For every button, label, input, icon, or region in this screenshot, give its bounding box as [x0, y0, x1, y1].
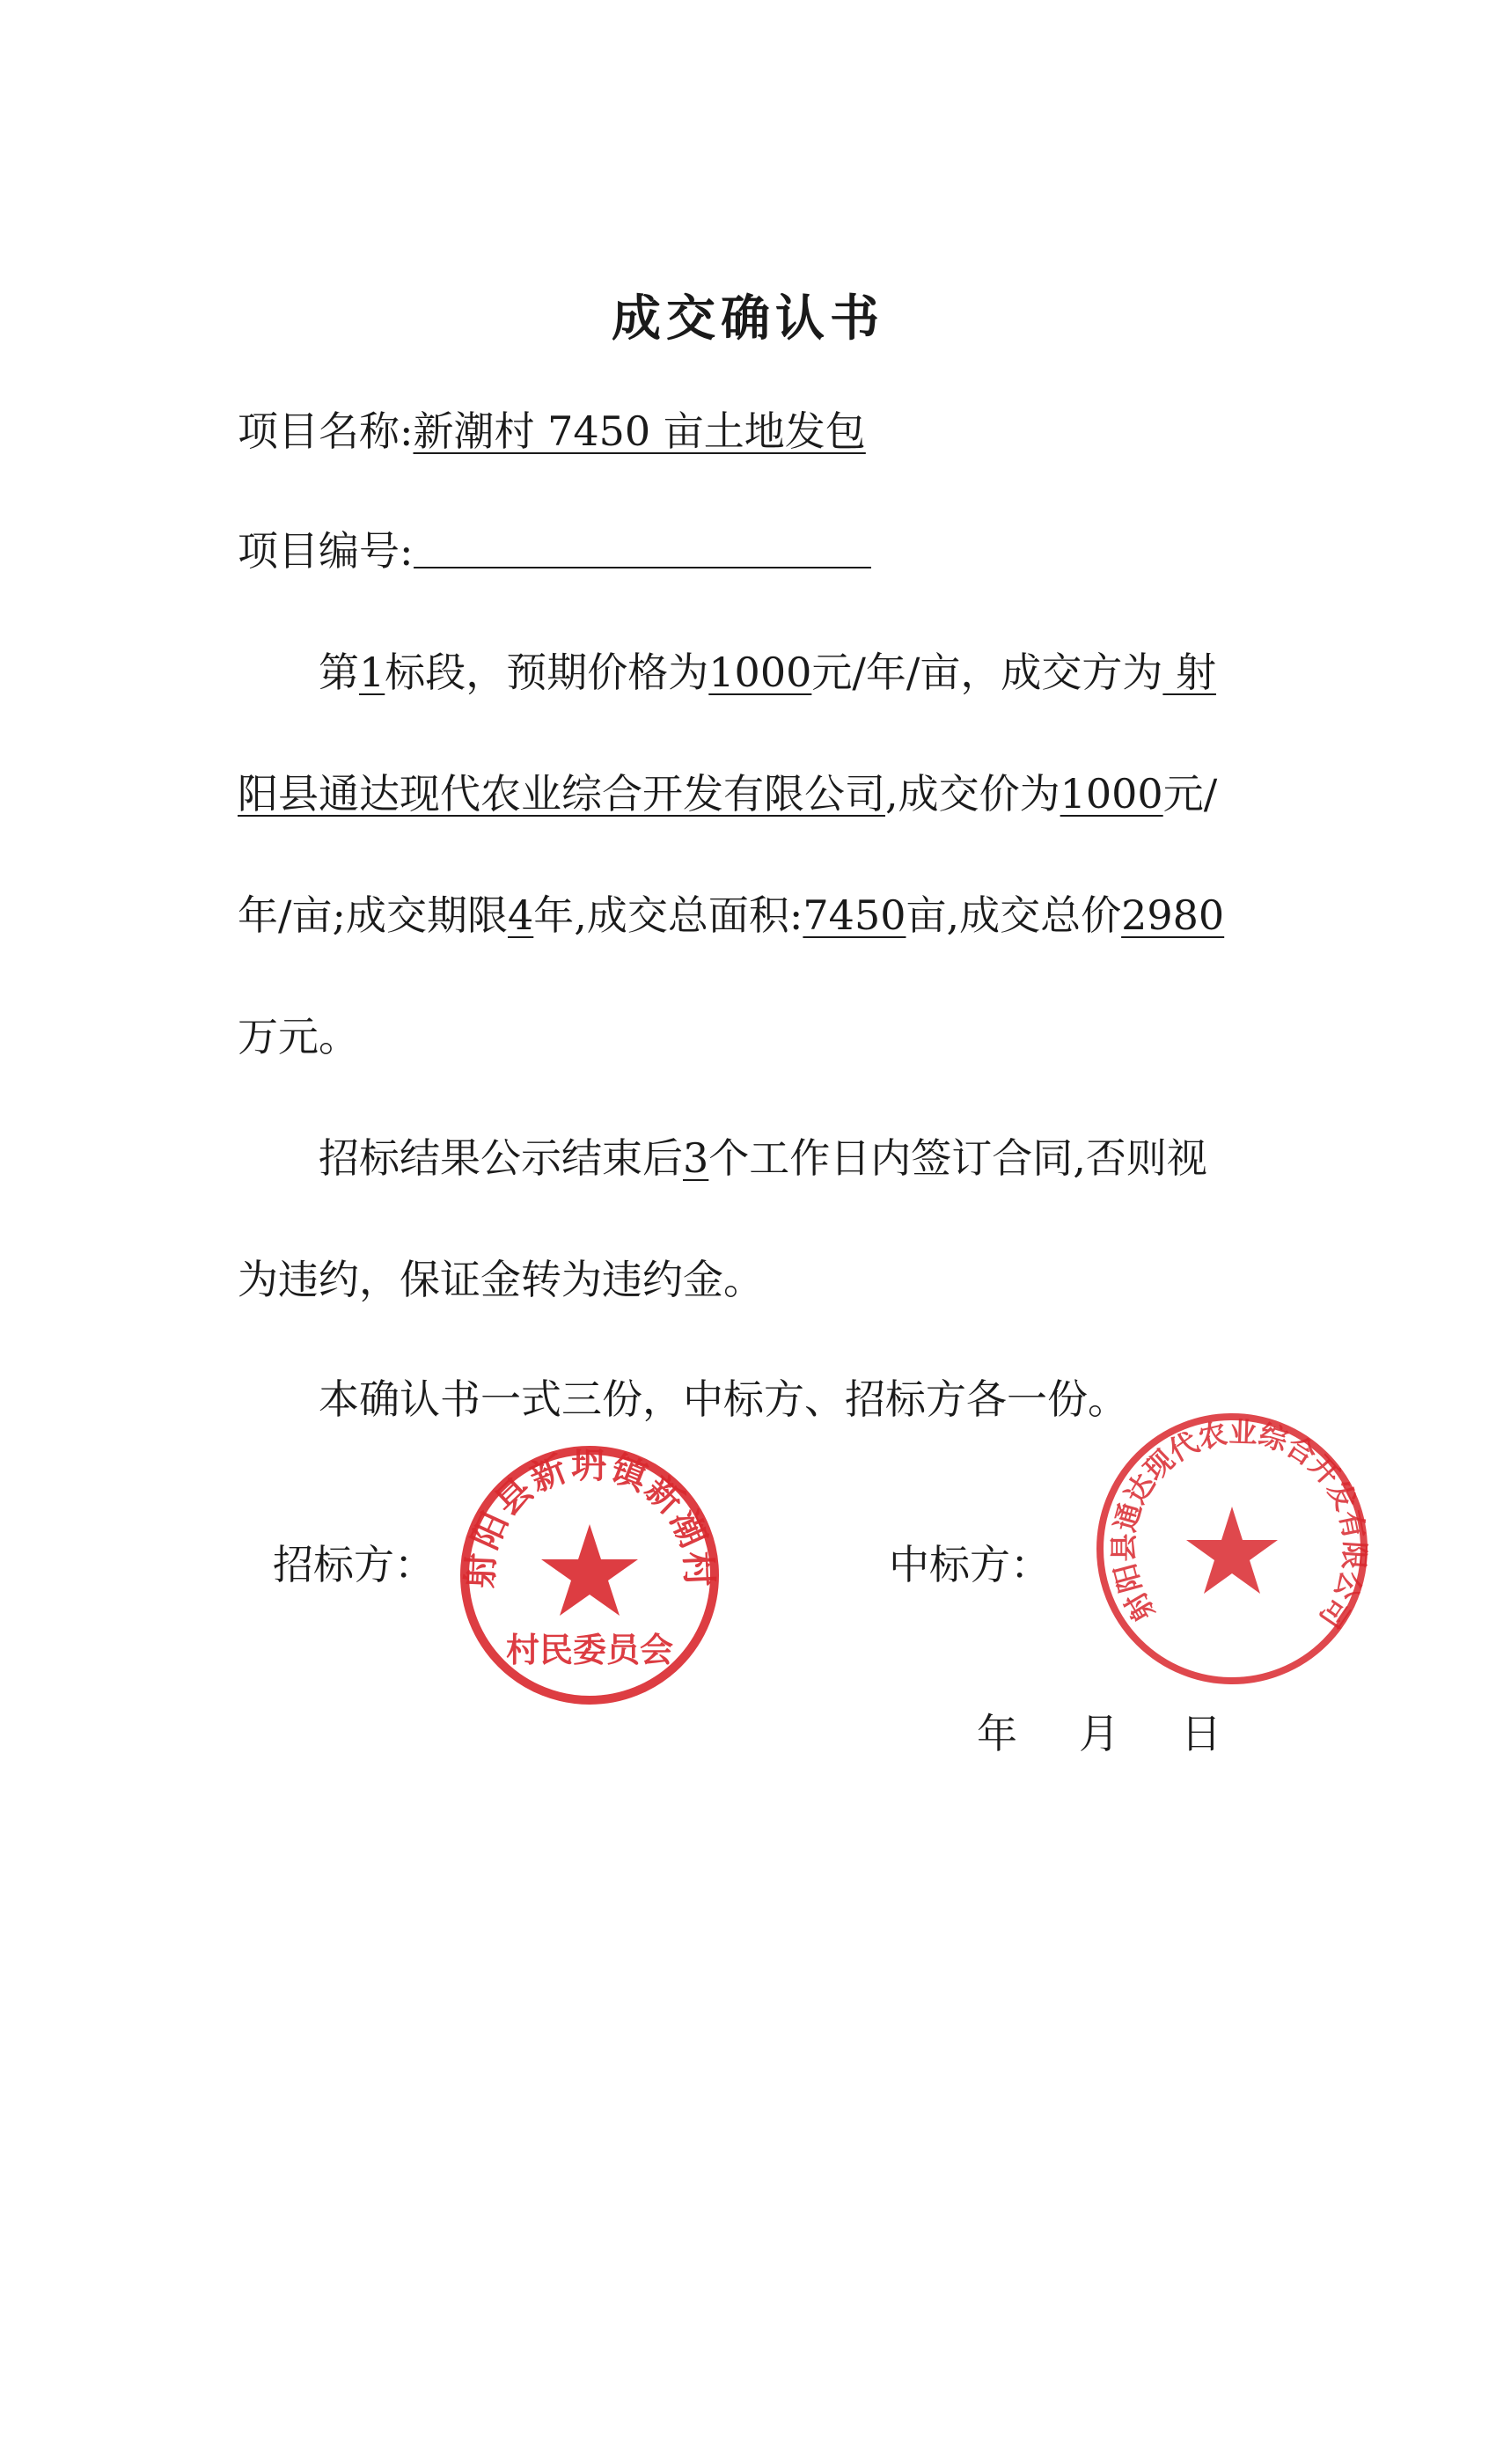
deal-price: 1000	[1060, 770, 1163, 818]
text-span: 年/亩;成交期限	[238, 891, 508, 939]
text-span: 亩,成交总价	[906, 891, 1122, 939]
text-span: 个工作日内签订合同,否则视	[708, 1134, 1207, 1182]
para1-line2	[238, 767, 1329, 820]
para2-line1	[319, 1132, 1410, 1184]
date-line	[977, 1707, 1221, 1760]
project-no-blank	[414, 528, 871, 568]
term-years: 4	[508, 891, 534, 939]
tenderer-seal	[458, 1443, 722, 1707]
winner-part1: 射	[1162, 649, 1216, 696]
star-icon	[541, 1524, 638, 1616]
para2-line2	[238, 1253, 1329, 1306]
text-span: 元/年/亩，成交方为	[811, 649, 1163, 696]
project-name-label: 项目名称:	[238, 407, 414, 455]
text-span: ,成交价为	[885, 770, 1060, 818]
total-area: 7450	[803, 891, 906, 939]
text-span: 年,成交总面积:	[533, 891, 803, 939]
text-span: 本确认书一式三份，中标方、招标方各一份。	[319, 1375, 1128, 1423]
project-name-line	[238, 405, 1329, 458]
text-span: 标段，预期价格为	[385, 649, 709, 696]
date-month: 月	[1079, 1710, 1119, 1757]
lot-number: 1	[359, 649, 385, 696]
seal-ring-text: 射阳县通达现代农业综合开发有限公司	[1107, 1415, 1372, 1634]
text-span: 元/	[1162, 770, 1218, 818]
seal-ring-text: 射阳县新坍镇新潮村	[459, 1445, 720, 1589]
winner-part2: 阳县通达现代农业综合开发有限公司	[238, 770, 885, 818]
project-no-line	[238, 524, 1329, 577]
tenderer-seal-graphic	[458, 1443, 722, 1707]
text-span: 为违约，保证金转为违约金。	[238, 1256, 764, 1303]
project-name-value: 新潮村 7450 亩土地发包	[413, 407, 866, 455]
para1-line1	[319, 646, 1410, 699]
expected-price: 1000	[708, 649, 812, 696]
text-span: 招标结果公示结束后	[319, 1134, 683, 1182]
bidder-seal-graphic	[1091, 1408, 1373, 1690]
para1-line4	[238, 1010, 1329, 1063]
seal-bottom-text: 村民委员会	[505, 1630, 674, 1669]
project-no-label: 项目编号:	[238, 527, 414, 575]
bidder-seal	[1091, 1408, 1373, 1690]
text-span: 万元。	[238, 1013, 359, 1060]
date-year: 年	[977, 1710, 1017, 1757]
para1-line3	[238, 889, 1329, 942]
date-day: 日	[1181, 1710, 1221, 1757]
total-price: 2980	[1121, 891, 1225, 939]
star-icon	[1186, 1507, 1278, 1594]
document-title: 成交确认书	[612, 290, 884, 348]
tenderer-label: 招标方：	[273, 1541, 435, 1588]
text-span: 第	[319, 649, 359, 696]
bidder-label: 中标方：	[889, 1541, 1051, 1588]
sign-days: 3	[683, 1134, 709, 1182]
